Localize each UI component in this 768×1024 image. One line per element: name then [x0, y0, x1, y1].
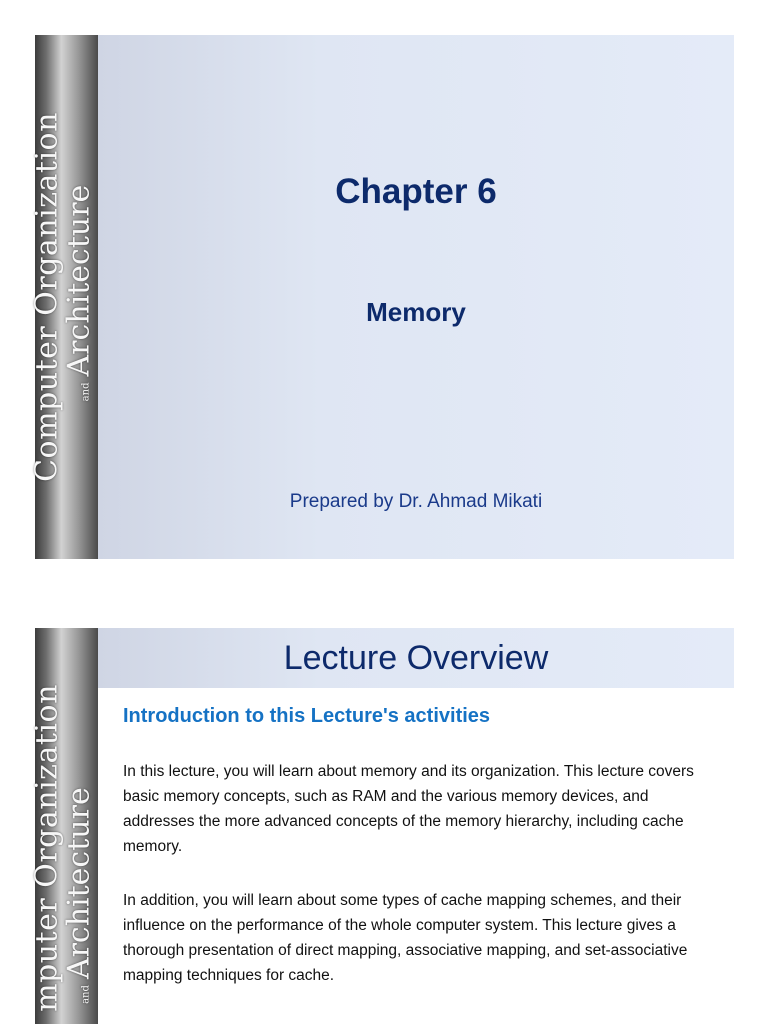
overview-paragraph: In addition, you will learn about some types of cache mapping schemes, and their influence on the performance of the whole computer system. This lecture gives a thorough presentation of direct mapping, associative mapping, and set-associative mapping techniques for cache. — [123, 892, 688, 984]
overview-paragraph: In this lecture, you will learn about memory and its organization. This lecture covers basic memory concepts, such as RAM and the various memory devices, and addresses the more advanced concepts of the memory hierarchy, including cache memory. — [123, 763, 694, 855]
book-spine-image — [29, 35, 98, 559]
spine-line-2: Architecture — [61, 787, 96, 980]
spine-and: and — [80, 985, 91, 1004]
spine-line-1: mputer Organization — [29, 684, 64, 1012]
section-heading: Introduction to this Lecture's activities — [123, 705, 491, 727]
spine-line-1: Computer Organization — [29, 112, 64, 482]
chapter-subtitle: Memory — [366, 297, 466, 327]
slide-title: Lecture Overview — [283, 638, 549, 677]
chapter-title: Chapter 6 — [335, 172, 497, 211]
spine-line-2: Architecture — [61, 184, 96, 377]
spine-and: and — [80, 382, 91, 402]
book-spine-title — [31, 112, 102, 482]
title-slide-content — [98, 35, 734, 559]
title-slide — [29, 35, 734, 559]
book-spine-title — [31, 684, 102, 1012]
author-credit: Prepared by Dr. Ahmad Mikati — [289, 491, 543, 512]
slide-header-bar — [98, 628, 734, 688]
overview-slide-content — [98, 628, 734, 1024]
overview-slide — [29, 628, 734, 1024]
book-spine-image — [29, 628, 98, 1024]
